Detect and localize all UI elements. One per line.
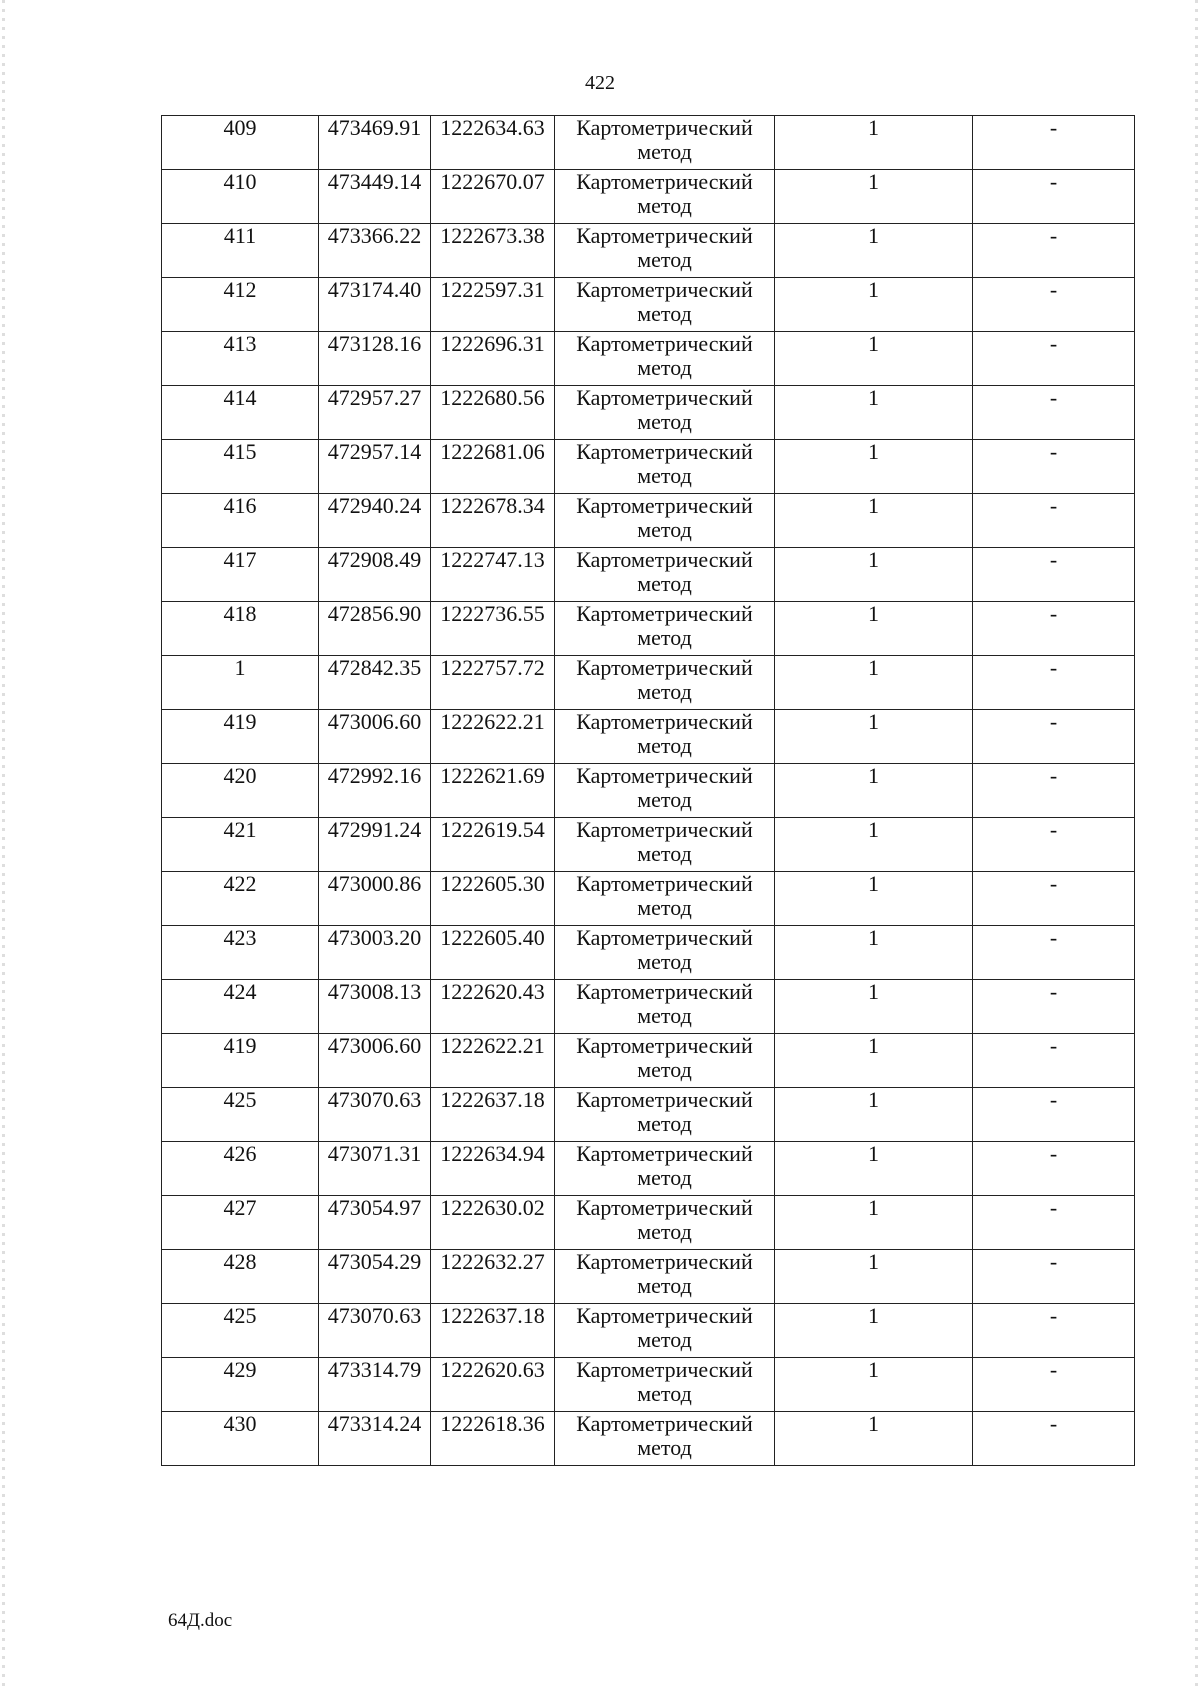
description-cell: -: [973, 1034, 1135, 1088]
method-cell: [555, 332, 775, 386]
accuracy-cell: 1: [775, 1304, 973, 1358]
accuracy-cell: 1: [775, 1142, 973, 1196]
description-cell: -: [973, 1088, 1135, 1142]
point-number-cell: 422: [162, 872, 319, 926]
accuracy-cell: 1: [775, 170, 973, 224]
point-number-cell: 414: [162, 386, 319, 440]
footer-filename: 64Д.doc: [168, 1610, 233, 1631]
method-line-1: Картометрический: [576, 871, 753, 896]
method-line-1: Картометрический: [576, 331, 753, 356]
table-row: [162, 386, 1135, 440]
x-coordinate-cell: 472992.16: [319, 764, 431, 818]
description-cell: -: [973, 818, 1135, 872]
y-coordinate-cell: 1222620.63: [431, 1358, 555, 1412]
y-coordinate-cell: 1222597.31: [431, 278, 555, 332]
table-row: [162, 710, 1135, 764]
x-coordinate-cell: 473469.91: [319, 116, 431, 170]
method-line-1: Картометрический: [576, 1303, 753, 1328]
y-coordinate-cell: 1222747.13: [431, 548, 555, 602]
accuracy-cell: 1: [775, 278, 973, 332]
y-coordinate-cell: 1222605.30: [431, 872, 555, 926]
method-line-2: метод: [637, 139, 692, 164]
accuracy-cell: 1: [775, 494, 973, 548]
method-line-1: Картометрический: [576, 763, 753, 788]
point-number-cell: 417: [162, 548, 319, 602]
x-coordinate-cell: 472842.35: [319, 656, 431, 710]
method-line-2: метод: [637, 949, 692, 974]
description-cell: -: [973, 980, 1135, 1034]
method-line-2: метод: [637, 787, 692, 812]
x-coordinate-cell: 473314.79: [319, 1358, 431, 1412]
point-number-cell: 410: [162, 170, 319, 224]
accuracy-cell: 1: [775, 1196, 973, 1250]
point-number-cell: 425: [162, 1304, 319, 1358]
method-cell: [555, 1304, 775, 1358]
x-coordinate-cell: 473008.13: [319, 980, 431, 1034]
description-cell: -: [973, 872, 1135, 926]
accuracy-cell: 1: [775, 656, 973, 710]
description-cell: -: [973, 440, 1135, 494]
x-coordinate-cell: 473070.63: [319, 1304, 431, 1358]
point-number-cell: 421: [162, 818, 319, 872]
y-coordinate-cell: 1222681.06: [431, 440, 555, 494]
method-line-2: метод: [637, 355, 692, 380]
description-cell: -: [973, 1142, 1135, 1196]
method-line-1: Картометрический: [576, 1411, 753, 1436]
table-row: [162, 872, 1135, 926]
table-row: [162, 170, 1135, 224]
accuracy-cell: 1: [775, 710, 973, 764]
method-line-2: метод: [637, 571, 692, 596]
method-line-2: метод: [637, 1057, 692, 1082]
description-cell: -: [973, 926, 1135, 980]
method-cell: [555, 440, 775, 494]
method-line-2: метод: [637, 895, 692, 920]
method-line-2: метод: [637, 625, 692, 650]
method-cell: [555, 710, 775, 764]
method-cell: [555, 980, 775, 1034]
x-coordinate-cell: 473000.86: [319, 872, 431, 926]
accuracy-cell: 1: [775, 1250, 973, 1304]
method-line-1: Картометрический: [576, 709, 753, 734]
y-coordinate-cell: 1222632.27: [431, 1250, 555, 1304]
x-coordinate-cell: 473006.60: [319, 710, 431, 764]
x-coordinate-cell: 473174.40: [319, 278, 431, 332]
x-coordinate-cell: 472991.24: [319, 818, 431, 872]
x-coordinate-cell: 473070.63: [319, 1088, 431, 1142]
point-number-cell: 423: [162, 926, 319, 980]
method-line-2: метод: [637, 409, 692, 434]
accuracy-cell: 1: [775, 116, 973, 170]
accuracy-cell: 1: [775, 764, 973, 818]
coordinates-table: [161, 115, 1135, 1466]
accuracy-cell: 1: [775, 602, 973, 656]
point-number-cell: 430: [162, 1412, 319, 1466]
method-line-2: метод: [637, 733, 692, 758]
y-coordinate-cell: 1222736.55: [431, 602, 555, 656]
method-line-2: метод: [637, 1381, 692, 1406]
y-coordinate-cell: 1222622.21: [431, 710, 555, 764]
x-coordinate-cell: 473054.29: [319, 1250, 431, 1304]
method-line-2: метод: [637, 517, 692, 542]
method-line-1: Картометрический: [576, 169, 753, 194]
table-row: [162, 440, 1135, 494]
table-row: [162, 1250, 1135, 1304]
accuracy-cell: 1: [775, 332, 973, 386]
accuracy-cell: 1: [775, 224, 973, 278]
description-cell: -: [973, 1358, 1135, 1412]
description-cell: -: [973, 548, 1135, 602]
method-cell: [555, 1034, 775, 1088]
table-row: [162, 494, 1135, 548]
y-coordinate-cell: 1222673.38: [431, 224, 555, 278]
x-coordinate-cell: 472908.49: [319, 548, 431, 602]
method-line-1: Картометрический: [576, 115, 753, 140]
accuracy-cell: 1: [775, 980, 973, 1034]
accuracy-cell: 1: [775, 386, 973, 440]
y-coordinate-cell: 1222620.43: [431, 980, 555, 1034]
y-coordinate-cell: 1222637.18: [431, 1304, 555, 1358]
method-line-1: Картометрический: [576, 1195, 753, 1220]
point-number-cell: 424: [162, 980, 319, 1034]
table-row: [162, 1034, 1135, 1088]
method-line-1: Картометрический: [576, 817, 753, 842]
description-cell: -: [973, 116, 1135, 170]
description-cell: -: [973, 602, 1135, 656]
description-cell: -: [973, 170, 1135, 224]
method-line-2: метод: [637, 1165, 692, 1190]
x-coordinate-cell: 473054.97: [319, 1196, 431, 1250]
table-row: [162, 1196, 1135, 1250]
method-line-2: метод: [637, 1219, 692, 1244]
x-coordinate-cell: 473006.60: [319, 1034, 431, 1088]
method-cell: [555, 1196, 775, 1250]
table-row: [162, 332, 1135, 386]
accuracy-cell: 1: [775, 1412, 973, 1466]
point-number-cell: 418: [162, 602, 319, 656]
description-cell: -: [973, 494, 1135, 548]
y-coordinate-cell: 1222680.56: [431, 386, 555, 440]
description-cell: -: [973, 1250, 1135, 1304]
y-coordinate-cell: 1222622.21: [431, 1034, 555, 1088]
table-row: [162, 548, 1135, 602]
method-cell: [555, 1088, 775, 1142]
y-coordinate-cell: 1222621.69: [431, 764, 555, 818]
method-cell: [555, 872, 775, 926]
method-line-1: Картометрический: [576, 1141, 753, 1166]
x-coordinate-cell: 472957.27: [319, 386, 431, 440]
method-line-1: Картометрический: [576, 1249, 753, 1274]
y-coordinate-cell: 1222696.31: [431, 332, 555, 386]
x-coordinate-cell: 473071.31: [319, 1142, 431, 1196]
method-cell: [555, 1250, 775, 1304]
method-line-1: Картометрический: [576, 925, 753, 950]
description-cell: -: [973, 332, 1135, 386]
table-row: [162, 818, 1135, 872]
table-row: [162, 1412, 1135, 1466]
method-line-1: Картометрический: [576, 547, 753, 572]
table-row: [162, 926, 1135, 980]
description-cell: -: [973, 386, 1135, 440]
accuracy-cell: 1: [775, 1088, 973, 1142]
accuracy-cell: 1: [775, 1358, 973, 1412]
accuracy-cell: 1: [775, 818, 973, 872]
table-row: [162, 1304, 1135, 1358]
point-number-cell: 411: [162, 224, 319, 278]
point-number-cell: 1: [162, 656, 319, 710]
y-coordinate-cell: 1222630.02: [431, 1196, 555, 1250]
point-number-cell: 419: [162, 710, 319, 764]
x-coordinate-cell: 472957.14: [319, 440, 431, 494]
method-line-1: Картометрический: [576, 655, 753, 680]
method-line-2: метод: [637, 679, 692, 704]
method-cell: [555, 278, 775, 332]
method-line-1: Картометрический: [576, 601, 753, 626]
method-line-2: метод: [637, 1435, 692, 1460]
method-cell: [555, 170, 775, 224]
table-row: [162, 1142, 1135, 1196]
method-line-1: Картометрический: [576, 979, 753, 1004]
y-coordinate-cell: 1222637.18: [431, 1088, 555, 1142]
method-cell: [555, 1142, 775, 1196]
coordinates-table-body: [162, 116, 1135, 1466]
method-line-2: метод: [637, 247, 692, 272]
method-cell: [555, 386, 775, 440]
point-number-cell: 428: [162, 1250, 319, 1304]
method-line-1: Картометрический: [576, 223, 753, 248]
method-line-1: Картометрический: [576, 493, 753, 518]
description-cell: -: [973, 1196, 1135, 1250]
point-number-cell: 412: [162, 278, 319, 332]
table-row: [162, 1088, 1135, 1142]
y-coordinate-cell: 1222634.94: [431, 1142, 555, 1196]
method-cell: [555, 548, 775, 602]
method-cell: [555, 656, 775, 710]
x-coordinate-cell: 472940.24: [319, 494, 431, 548]
description-cell: -: [973, 764, 1135, 818]
page-number: 422: [585, 72, 615, 94]
method-line-1: Картометрический: [576, 385, 753, 410]
scan-edge-left: [2, 0, 5, 1686]
y-coordinate-cell: 1222678.34: [431, 494, 555, 548]
description-cell: -: [973, 1304, 1135, 1358]
accuracy-cell: 1: [775, 926, 973, 980]
method-cell: [555, 764, 775, 818]
point-number-cell: 409: [162, 116, 319, 170]
method-line-2: метод: [637, 1111, 692, 1136]
accuracy-cell: 1: [775, 440, 973, 494]
table-row: [162, 278, 1135, 332]
method-line-1: Картометрический: [576, 277, 753, 302]
x-coordinate-cell: 472856.90: [319, 602, 431, 656]
table-row: [162, 656, 1135, 710]
method-line-2: метод: [637, 1273, 692, 1298]
point-number-cell: 415: [162, 440, 319, 494]
method-line-2: метод: [637, 301, 692, 326]
x-coordinate-cell: 473003.20: [319, 926, 431, 980]
x-coordinate-cell: 473314.24: [319, 1412, 431, 1466]
method-cell: [555, 602, 775, 656]
description-cell: -: [973, 278, 1135, 332]
point-number-cell: 419: [162, 1034, 319, 1088]
table-row: [162, 980, 1135, 1034]
point-number-cell: 429: [162, 1358, 319, 1412]
x-coordinate-cell: 473128.16: [319, 332, 431, 386]
y-coordinate-cell: 1222670.07: [431, 170, 555, 224]
table-row: [162, 1358, 1135, 1412]
method-cell: [555, 116, 775, 170]
y-coordinate-cell: 1222619.54: [431, 818, 555, 872]
point-number-cell: 416: [162, 494, 319, 548]
y-coordinate-cell: 1222757.72: [431, 656, 555, 710]
accuracy-cell: 1: [775, 548, 973, 602]
x-coordinate-cell: 473449.14: [319, 170, 431, 224]
y-coordinate-cell: 1222618.36: [431, 1412, 555, 1466]
method-line-1: Картометрический: [576, 1087, 753, 1112]
accuracy-cell: 1: [775, 872, 973, 926]
method-cell: [555, 818, 775, 872]
method-cell: [555, 224, 775, 278]
y-coordinate-cell: 1222634.63: [431, 116, 555, 170]
method-line-2: метод: [637, 841, 692, 866]
point-number-cell: 427: [162, 1196, 319, 1250]
point-number-cell: 413: [162, 332, 319, 386]
table-row: [162, 602, 1135, 656]
point-number-cell: 425: [162, 1088, 319, 1142]
method-line-2: метод: [637, 463, 692, 488]
method-line-2: метод: [637, 1327, 692, 1352]
description-cell: -: [973, 656, 1135, 710]
method-cell: [555, 926, 775, 980]
method-line-1: Картометрический: [576, 1033, 753, 1058]
x-coordinate-cell: 473366.22: [319, 224, 431, 278]
method-cell: [555, 1358, 775, 1412]
method-line-1: Картометрический: [576, 1357, 753, 1382]
table-row: [162, 764, 1135, 818]
method-cell: [555, 1412, 775, 1466]
point-number-cell: 426: [162, 1142, 319, 1196]
description-cell: -: [973, 224, 1135, 278]
scan-edge-right: [1195, 0, 1198, 1686]
accuracy-cell: 1: [775, 1034, 973, 1088]
method-line-1: Картометрический: [576, 439, 753, 464]
method-cell: [555, 494, 775, 548]
y-coordinate-cell: 1222605.40: [431, 926, 555, 980]
description-cell: -: [973, 710, 1135, 764]
method-line-2: метод: [637, 1003, 692, 1028]
table-row: [162, 116, 1135, 170]
method-line-2: метод: [637, 193, 692, 218]
point-number-cell: 420: [162, 764, 319, 818]
description-cell: -: [973, 1412, 1135, 1466]
table-row: [162, 224, 1135, 278]
